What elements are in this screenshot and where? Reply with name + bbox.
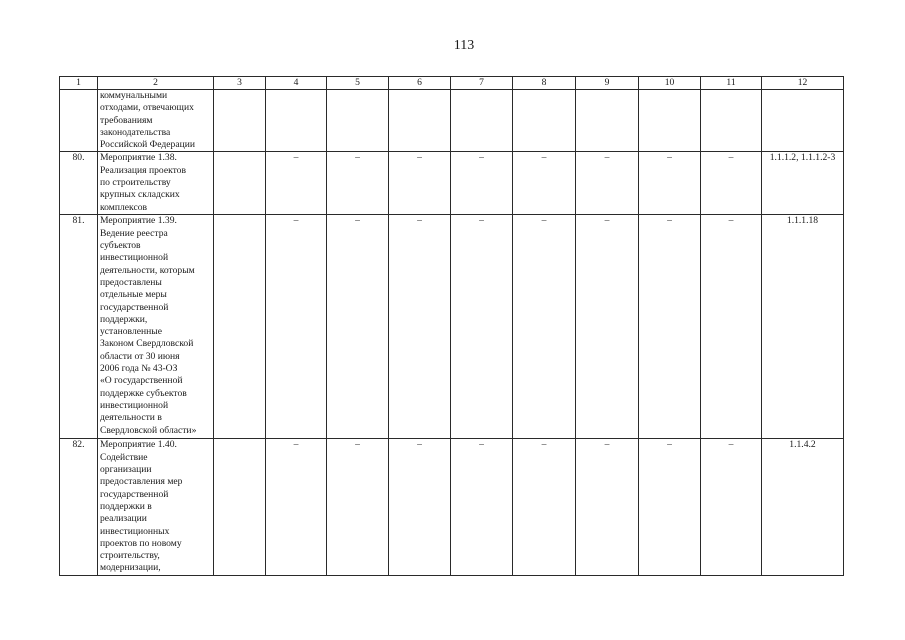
column-header: 2 <box>98 77 214 90</box>
column-header: 8 <box>513 77 576 90</box>
column-header: 3 <box>214 77 266 90</box>
row-cell: – <box>576 152 639 215</box>
row-cell <box>214 439 266 575</box>
column-header: 7 <box>451 77 513 90</box>
column-header: 12 <box>762 77 844 90</box>
table-row <box>60 152 844 215</box>
column-header: 4 <box>266 77 327 90</box>
table-row <box>60 90 844 152</box>
row-cell <box>639 90 701 152</box>
row-cell: – <box>266 439 327 575</box>
row-reference: 1.1.1.2, 1.1.1.2-3 <box>762 152 844 215</box>
row-cell: – <box>266 152 327 215</box>
row-reference: 1.1.4.2 <box>762 439 844 575</box>
column-header: 11 <box>701 77 762 90</box>
row-cell: – <box>513 215 576 439</box>
row-cell <box>214 90 266 152</box>
row-cell: – <box>451 152 513 215</box>
row-cell: – <box>389 152 451 215</box>
row-cell: – <box>389 439 451 575</box>
row-cell: – <box>639 439 701 575</box>
row-cell <box>513 90 576 152</box>
row-cell: – <box>451 439 513 575</box>
row-cell <box>451 90 513 152</box>
row-cell: – <box>327 152 389 215</box>
column-header: 10 <box>639 77 701 90</box>
row-name: коммунальными отходами, отвечающих требованиям законодательства Российской Федерации <box>98 90 214 152</box>
row-name: Мероприятие 1.38. Реализация проектов по строительству крупных складских комплексов <box>98 152 214 215</box>
row-cell: – <box>451 215 513 439</box>
row-cell: – <box>576 439 639 575</box>
row-cell: – <box>513 152 576 215</box>
row-cell <box>576 90 639 152</box>
column-header: 9 <box>576 77 639 90</box>
row-cell: – <box>701 439 762 575</box>
table-row <box>60 439 844 575</box>
row-reference <box>762 90 844 152</box>
column-header: 1 <box>60 77 98 90</box>
row-cell: – <box>389 215 451 439</box>
row-cell: – <box>701 215 762 439</box>
row-cell: – <box>639 215 701 439</box>
row-cell <box>266 90 327 152</box>
row-cell: – <box>639 152 701 215</box>
row-number <box>60 90 98 152</box>
row-number: 81. <box>60 215 98 439</box>
row-cell: – <box>576 215 639 439</box>
row-number: 82. <box>60 439 98 575</box>
program-table <box>59 76 844 576</box>
row-cell: – <box>327 215 389 439</box>
header-row <box>60 77 844 90</box>
row-number: 80. <box>60 152 98 215</box>
page-number: 113 <box>453 38 475 53</box>
row-cell: – <box>327 439 389 575</box>
row-cell: – <box>701 152 762 215</box>
row-name: Мероприятие 1.40. Содействие организации предоставления мер государственной поддержки в реализации инвестиционных проектов по новому строительству, модернизации, <box>98 439 214 575</box>
table-row <box>60 215 844 439</box>
row-cell <box>701 90 762 152</box>
row-cell: – <box>513 439 576 575</box>
row-name: Мероприятие 1.39. Ведение реестра субъектов инвестиционной деятельности, которым предоставлены отдельные меры государственной поддержки, установленные Законом Свердловской области от 30 июня 2006 года № 43-ОЗ «О государственной поддержке субъектов инвестиционной деятельности в Свердловской области» <box>98 215 214 439</box>
column-header: 6 <box>389 77 451 90</box>
row-cell <box>214 152 266 215</box>
row-cell <box>214 215 266 439</box>
row-cell: – <box>266 215 327 439</box>
row-cell <box>389 90 451 152</box>
row-reference: 1.1.1.18 <box>762 215 844 439</box>
row-cell <box>327 90 389 152</box>
column-header: 5 <box>327 77 389 90</box>
